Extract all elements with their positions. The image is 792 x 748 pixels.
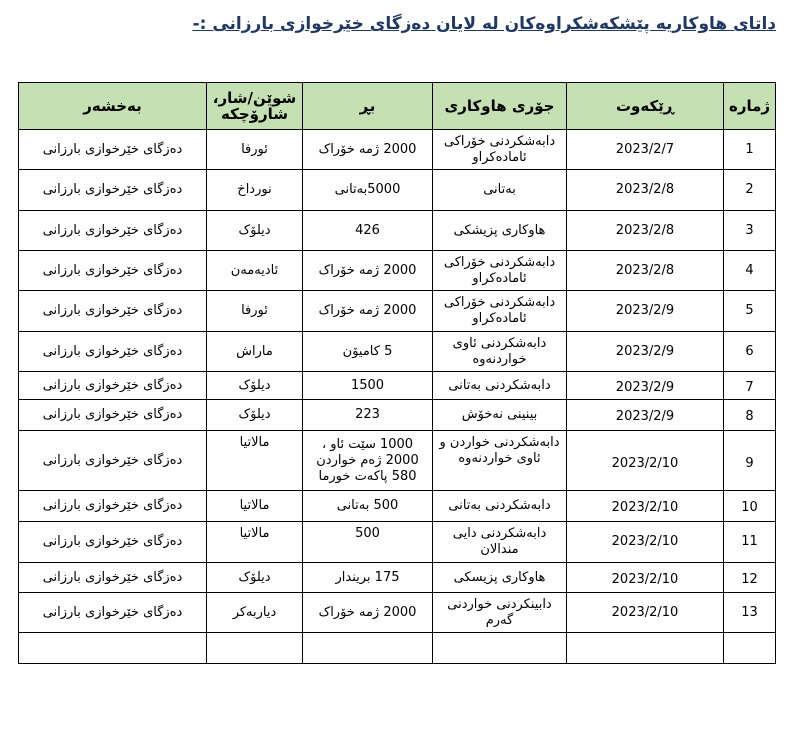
cell-aid-type: دابەشکردنی بەتانی (433, 491, 567, 522)
table-row (19, 593, 776, 633)
cell-donor: دەزگای خێرخوازی بارزانی (19, 522, 207, 563)
cell-empty (19, 633, 207, 664)
table-row (19, 211, 776, 251)
cell-donor: دەزگای خێرخوازی بارزانی (19, 130, 207, 170)
cell-amount: 2000 ژمە خۆراک (303, 251, 433, 291)
cell-aid-type: دابەشکردنی ئاوی خواردنەوە (433, 332, 567, 372)
cell-amount: 175 بریندار (303, 563, 433, 593)
cell-number: 2 (724, 170, 776, 211)
cell-number: 1 (724, 130, 776, 170)
cell-number: 6 (724, 332, 776, 372)
cell-donor: دەزگای خێرخوازی بارزانی (19, 593, 207, 633)
cell-number: 9 (724, 431, 776, 491)
header-donor: بەخشەر (19, 83, 207, 130)
cell-amount: 2000 ژمە خۆراک (303, 291, 433, 332)
cell-donor: دەزگای خێرخوازی بارزانی (19, 372, 207, 400)
cell-aid-type: دابەشکردنی بەتانی (433, 372, 567, 400)
aid-table (18, 82, 776, 664)
cell-amount: 500 (303, 522, 433, 563)
cell-amount: 5 کامیۆن (303, 332, 433, 372)
cell-date: 2023/2/10 (567, 431, 724, 491)
cell-date: 2023/2/10 (567, 593, 724, 633)
cell-place: ئادیەمەن (207, 251, 303, 291)
table-row (19, 491, 776, 522)
cell-empty (433, 633, 567, 664)
cell-aid-type: بەتانی (433, 170, 567, 211)
cell-donor: دەزگای خێرخوازی بارزانی (19, 211, 207, 251)
cell-aid-type: دابەشکردنی خۆراکی ئامادەکراو (433, 130, 567, 170)
cell-place: دیلۆک (207, 400, 303, 431)
header-aid-type: جۆری هاوکاری (433, 83, 567, 130)
cell-place: مالاتیا (207, 431, 303, 491)
cell-donor: دەزگای خێرخوازی بارزانی (19, 170, 207, 211)
cell-date: 2023/2/9 (567, 372, 724, 400)
cell-aid-type: دابەشکردنی خۆراکی ئامادەکراو (433, 251, 567, 291)
cell-donor: دەزگای خێرخوازی بارزانی (19, 563, 207, 593)
cell-donor: دەزگای خێرخوازی بارزانی (19, 291, 207, 332)
cell-date: 2023/2/8 (567, 211, 724, 251)
cell-place: ئورفا (207, 130, 303, 170)
cell-aid-type: دابەشکردنی خواردن و ئاوی خواردنەوە (433, 431, 567, 491)
cell-aid-type: هاوکاری پزیسکی (433, 563, 567, 593)
cell-date: 2023/2/10 (567, 563, 724, 593)
page-title: داتای هاوکاریە پێشکەشکراوەکان لە لایان دەزگای خێرخوازی بارزانی :- (192, 14, 776, 34)
table-row (19, 431, 776, 491)
table-row (19, 170, 776, 211)
cell-date: 2023/2/8 (567, 170, 724, 211)
table-row (19, 400, 776, 431)
cell-empty (567, 633, 724, 664)
header-number: ژمارە (724, 83, 776, 130)
cell-donor: دەزگای خێرخوازی بارزانی (19, 431, 207, 491)
cell-number: 11 (724, 522, 776, 563)
table-empty-row (19, 633, 776, 664)
cell-amount: 1500 (303, 372, 433, 400)
table-row (19, 332, 776, 372)
cell-donor: دەزگای خێرخوازی بارزانی (19, 251, 207, 291)
cell-aid-type: دابەشکردنی خۆراکی ئامادەکراو (433, 291, 567, 332)
table-row (19, 522, 776, 563)
cell-amount: 2000 ژمە خۆراک (303, 593, 433, 633)
cell-empty (207, 633, 303, 664)
cell-number: 3 (724, 211, 776, 251)
cell-date: 2023/2/7 (567, 130, 724, 170)
cell-number: 10 (724, 491, 776, 522)
cell-place: دیاربەکر (207, 593, 303, 633)
cell-donor: دەزگای خێرخوازی بارزانی (19, 491, 207, 522)
cell-empty (303, 633, 433, 664)
cell-date: 2023/2/8 (567, 251, 724, 291)
cell-empty (724, 633, 776, 664)
cell-aid-type: دابەشکردنی دایی مندالان (433, 522, 567, 563)
cell-aid-type: دابینکردنی خواردنی گەرم (433, 593, 567, 633)
table-header-row (19, 83, 776, 130)
table-row (19, 130, 776, 170)
cell-date: 2023/2/10 (567, 491, 724, 522)
cell-date: 2023/2/9 (567, 291, 724, 332)
cell-donor: دەزگای خێرخوازی بارزانی (19, 400, 207, 431)
cell-place: نورداخ (207, 170, 303, 211)
cell-place: ئورفا (207, 291, 303, 332)
cell-place: مالاتیا (207, 522, 303, 563)
cell-number: 12 (724, 563, 776, 593)
cell-amount: 2000 ژمە خۆراک (303, 130, 433, 170)
cell-place: دیلۆک (207, 563, 303, 593)
cell-amount: 1000 سێت ئاو ، 2000 ژەم خواردن 580 پاکەت خورما (303, 431, 433, 491)
cell-number: 4 (724, 251, 776, 291)
cell-place: مالاتیا (207, 491, 303, 522)
table-row (19, 291, 776, 332)
cell-place: دیلۆک (207, 211, 303, 251)
cell-donor: دەزگای خێرخوازی بارزانی (19, 332, 207, 372)
table-row (19, 251, 776, 291)
cell-place: دیلۆک (207, 372, 303, 400)
table-row (19, 372, 776, 400)
header-date: ڕێکەوت (567, 83, 724, 130)
cell-date: 2023/2/9 (567, 332, 724, 372)
cell-number: 7 (724, 372, 776, 400)
table-row (19, 563, 776, 593)
cell-amount: 5000بەتانی (303, 170, 433, 211)
cell-amount: 500 بەتانی (303, 491, 433, 522)
cell-amount: 223 (303, 400, 433, 431)
cell-date: 2023/2/10 (567, 522, 724, 563)
header-amount: بڕ (303, 83, 433, 130)
cell-aid-type: بینینی نەخۆش (433, 400, 567, 431)
cell-place: ماراش (207, 332, 303, 372)
cell-number: 8 (724, 400, 776, 431)
cell-amount: 426 (303, 211, 433, 251)
cell-number: 5 (724, 291, 776, 332)
cell-number: 13 (724, 593, 776, 633)
cell-aid-type: هاوکاری پزیشکی (433, 211, 567, 251)
cell-date: 2023/2/9 (567, 400, 724, 431)
header-place: شوێن/شار، شارۆچکە (207, 83, 303, 130)
